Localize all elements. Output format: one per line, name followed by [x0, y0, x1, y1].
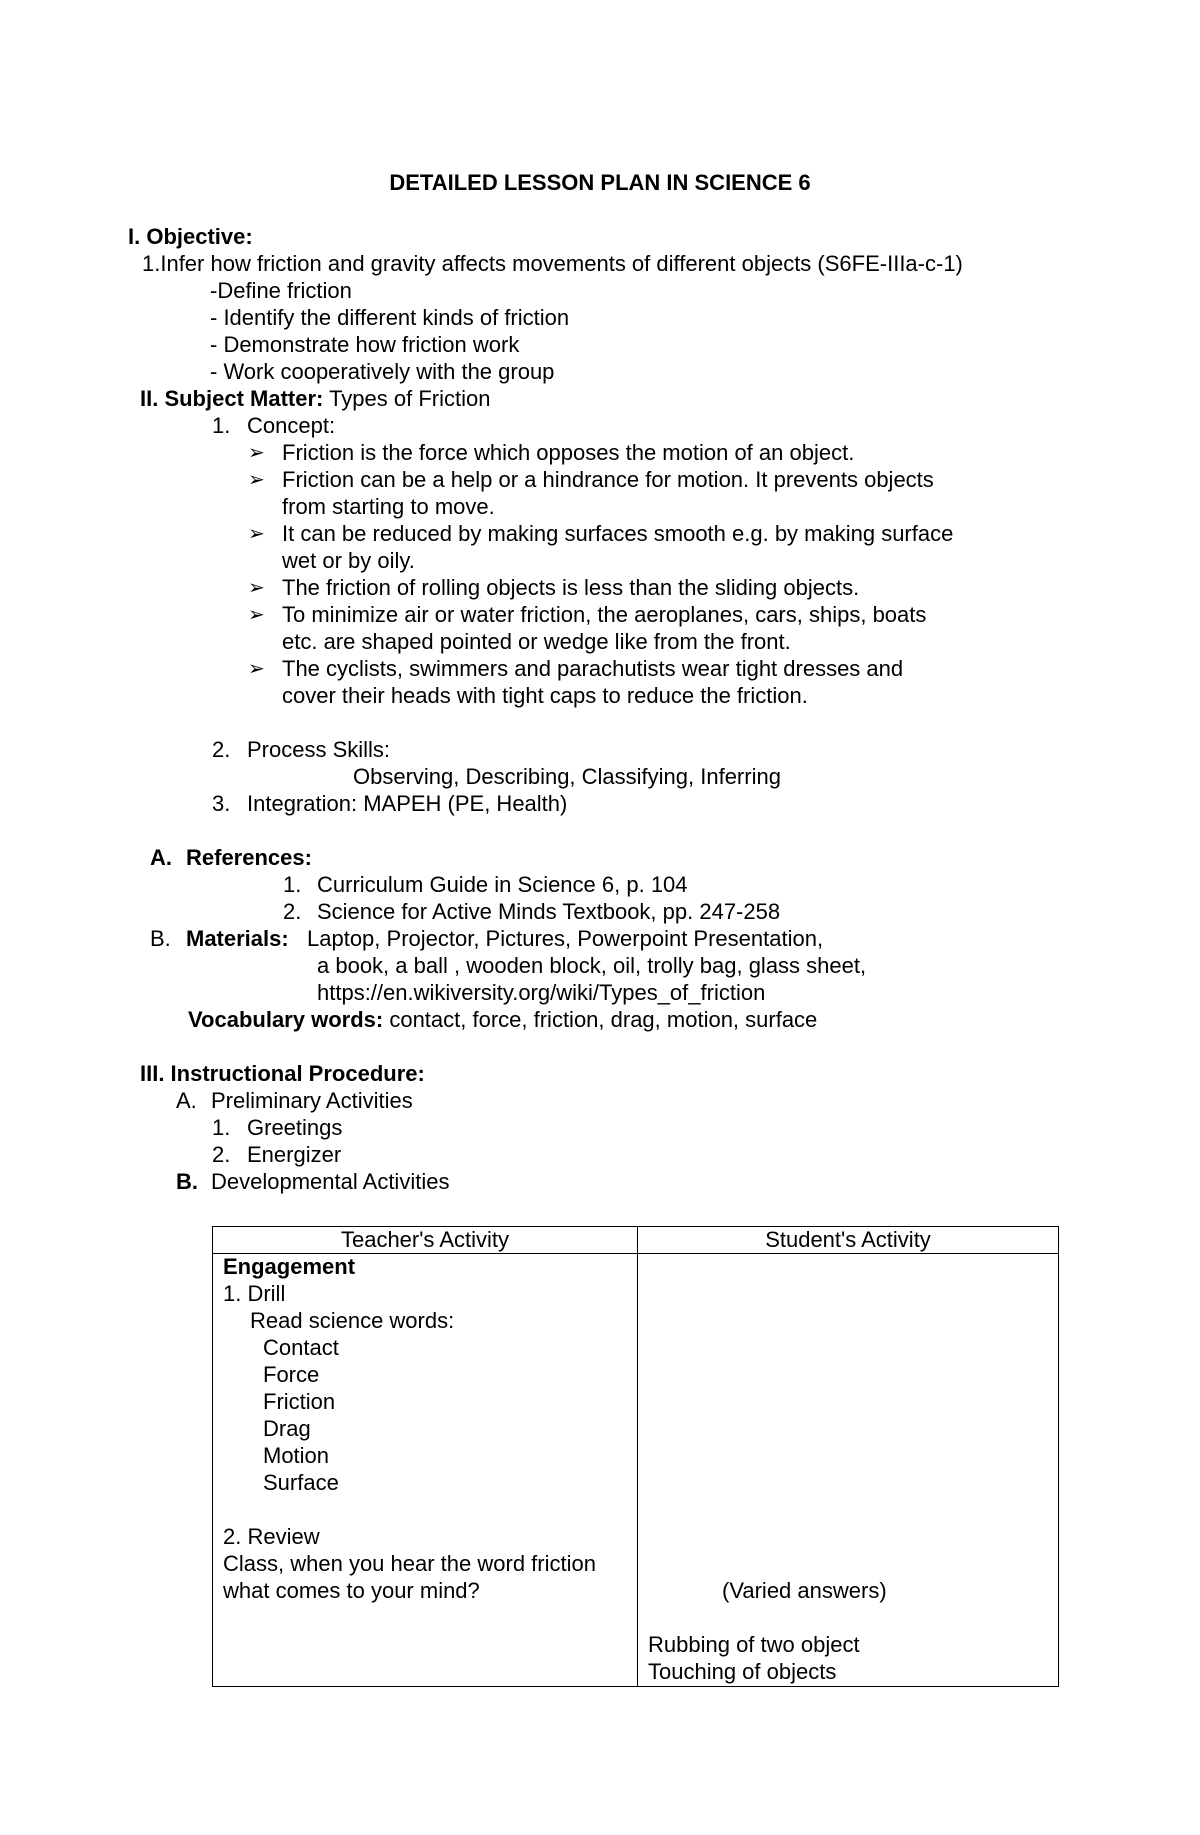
concept-bullet: To minimize air or water friction, the aeroplanes, cars, ships, boats: [282, 602, 927, 627]
arrow-bullet-icon: ➢: [248, 577, 265, 599]
materials-letter: B.: [150, 926, 171, 951]
drill-label: 1. Drill: [223, 1281, 286, 1306]
arrow-bullet-icon: ➢: [248, 658, 265, 680]
reference-item: Curriculum Guide in Science 6, p. 104: [317, 872, 688, 897]
materials-link[interactable]: https://en.wikiversity.org/wiki/Types_of_friction: [317, 980, 766, 1005]
procedure-heading: III. Instructional Procedure:: [140, 1061, 425, 1086]
concept-label: Concept:: [247, 413, 336, 438]
preliminary-number: 1.: [212, 1115, 231, 1140]
subject-matter-heading: II. Subject Matter:: [140, 386, 324, 411]
concept-bullet-cont: cover their heads with tight caps to reduce the friction.: [282, 683, 808, 708]
student-activity-cell: [638, 1254, 1059, 1687]
activity-table: [212, 1226, 1059, 1687]
subject-matter-line: [140, 386, 490, 412]
science-word: Surface: [263, 1470, 339, 1495]
developmental-letter: B.: [176, 1169, 198, 1194]
arrow-bullet-icon: ➢: [248, 604, 265, 626]
student-answer: Touching of objects: [648, 1659, 837, 1684]
review-question: what comes to your mind?: [223, 1578, 480, 1603]
science-word: Contact: [263, 1335, 339, 1360]
concept-bullet-cont: etc. are shaped pointed or wedge like from the front.: [282, 629, 791, 654]
process-value: Observing, Describing, Classifying, Inferring: [353, 764, 781, 789]
table-header-teacher: Teacher's Activity: [213, 1227, 638, 1254]
student-varied-answers: (Varied answers): [722, 1578, 887, 1603]
arrow-bullet-icon: ➢: [248, 442, 265, 464]
vocabulary-value: contact, force, friction, drag, motion, surface: [389, 1007, 818, 1032]
review-question: Class, when you hear the word friction: [223, 1551, 596, 1576]
vocabulary-line: [188, 1007, 817, 1033]
subject-matter-value: Types of Friction: [329, 386, 491, 411]
concept-bullet-cont: from starting to move.: [282, 494, 495, 519]
teacher-activity-cell: [213, 1254, 638, 1687]
developmental-label: Developmental Activities: [211, 1169, 450, 1194]
arrow-bullet-icon: ➢: [248, 469, 265, 491]
science-word: Drag: [263, 1416, 311, 1441]
process-label: Process Skills:: [247, 737, 391, 762]
concept-bullet: Friction can be a help or a hindrance for motion. It prevents objects: [282, 467, 934, 492]
preliminary-item: Energizer: [247, 1142, 342, 1167]
preliminary-label: Preliminary Activities: [211, 1088, 413, 1113]
reference-number: 1.: [283, 872, 302, 897]
science-word: Motion: [263, 1443, 330, 1468]
engagement-label: Engagement: [223, 1254, 356, 1279]
page-title: DETAILED LESSON PLAN IN SCIENCE 6: [389, 170, 811, 195]
preliminary-letter: A.: [176, 1088, 197, 1113]
materials-heading: Materials:: [186, 926, 289, 951]
integration-number: 3.: [212, 791, 231, 816]
objective-item: - Identify the different kinds of friction: [210, 305, 570, 330]
objective-item: - Demonstrate how friction work: [210, 332, 520, 357]
review-label: 2. Review: [223, 1524, 320, 1549]
student-answer: Rubbing of two object: [648, 1632, 860, 1657]
science-word: Friction: [263, 1389, 336, 1414]
reference-item: Science for Active Minds Textbook, pp. 247-258: [317, 899, 781, 924]
vocabulary-heading: Vocabulary words:: [188, 1007, 384, 1032]
science-word: Force: [263, 1362, 320, 1387]
preliminary-item: Greetings: [247, 1115, 343, 1140]
table-header-student: Student's Activity: [638, 1227, 1059, 1254]
concept-number: 1.: [212, 413, 231, 438]
materials-line: Laptop, Projector, Pictures, Powerpoint Presentation,: [307, 926, 824, 951]
preliminary-number: 2.: [212, 1142, 231, 1167]
references-heading: References:: [186, 845, 312, 870]
objective-item: - Work cooperatively with the group: [210, 359, 555, 384]
concept-bullet: The cyclists, swimmers and parachutists wear tight dresses and: [282, 656, 904, 681]
process-number: 2.: [212, 737, 231, 762]
reference-number: 2.: [283, 899, 302, 924]
integration-label: Integration: MAPEH (PE, Health): [247, 791, 568, 816]
concept-bullet-cont: wet or by oily.: [282, 548, 415, 573]
concept-bullet: It can be reduced by making surfaces smooth e.g. by making surface: [282, 521, 954, 546]
drill-instruction: Read science words:: [250, 1308, 455, 1333]
references-letter: A.: [150, 845, 172, 870]
objective-heading: I. Objective:: [128, 224, 253, 249]
arrow-bullet-icon: ➢: [248, 523, 265, 545]
objective-main: 1.Infer how friction and gravity affects movements of different objects (S6FE-IIIa-c-1): [142, 251, 963, 276]
concept-bullet: The friction of rolling objects is less than the sliding objects.: [282, 575, 860, 600]
materials-line: a book, a ball , wooden block, oil, trolly bag, glass sheet,: [317, 953, 867, 978]
objective-item: -Define friction: [210, 278, 352, 303]
concept-bullet: Friction is the force which opposes the motion of an object.: [282, 440, 855, 465]
